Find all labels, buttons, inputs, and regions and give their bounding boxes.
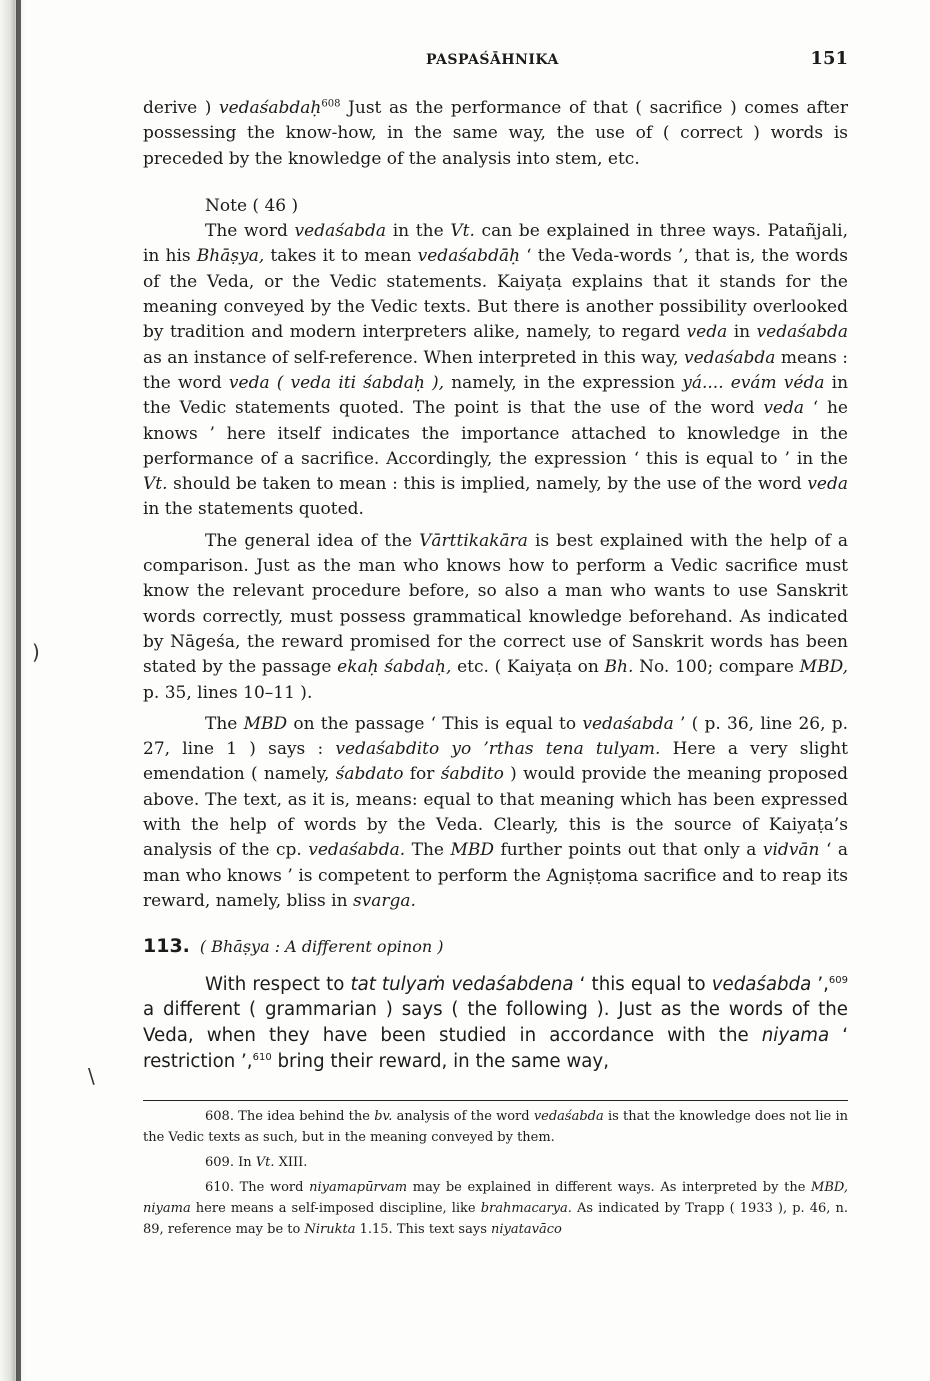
- paragraph-section-113: With respect to tat tulyaṁ vedaśabdena ‘ this equal to vedaśabda ’,$^{609}$ a different ( grammarian ) says ( the following ). Just as the words of the Veda, when they have been studied in accordance with the niyama ‘ restriction ’,$^{610}$ bring their reward, in the same way,: [143, 973, 848, 1072]
- footnotes: [143, 1106, 848, 1240]
- footnote-608: 608. The idea behind the bv. analysis of the word vedaśabda is that the knowledge does not lie in the Vedic texts as such, but in the meaning conveyed by them.: [143, 1109, 848, 1145]
- footnote-ref-608: 608: [321, 98, 341, 110]
- page-number: 151: [810, 48, 848, 69]
- paragraph-continuation: derive ) vedaśabdaḥ$^{608}$ Just as the performance of that ( sacrifice ) comes after possessing the know-how, in the same way, the use of ( correct ) words is preceded by the knowledge of the analysis into stem, etc.: [143, 98, 848, 169]
- main-text: [143, 96, 848, 1075]
- paragraph-mbd: The MBD on the passage ‘ This is equal to vedaśabda ’ ( p. 36, line 26, p. 27, line 1 ) says : vedaśabdito yo ’rthas tena tulyam. Here a very slight emendation ( namely, śabdato for śabdito ) would provide the meaning proposed above. The text, as it is, means: equal to that meaning which has been expressed with the help of words by the Veda. Clearly, this is the source of Kaiyaṭa’s analysis of the cp. vedaśabda. The MBD further points out that only a vidvān ‘ a man who knows ’ is competent to perform the Agniṣṭoma sacrifice and to reap its reward, namely, bliss in svarga.: [143, 713, 849, 911]
- footnote-ref-609: 609: [828, 974, 848, 986]
- book-gutter-edge: [16, 0, 21, 1381]
- section-number: 113.: [143, 935, 190, 958]
- margin-pencil-mark: ): [32, 640, 40, 664]
- footnote-610: 610. The word niyamapūrvam may be explained in different ways. As interpreted by the MBD, niyama here means a self-imposed discipline, like brahmacarya. As indicated by Trapp ( 1933 ), p. 46, n. 89, reference may be to Nirukta 1.15. This text says niyatavāco: [143, 1180, 848, 1237]
- footnote-divider: [143, 1100, 848, 1101]
- note-heading: Note ( 46 ): [205, 195, 299, 216]
- section-title: ( Bhāṣya : A different opinon ): [199, 937, 444, 957]
- section-heading-113: [143, 934, 848, 959]
- book-binding-shadow: [0, 0, 26, 1381]
- paragraph-comparison: The general idea of the Vārttikakāra is best explained with the help of a comparison. Just as the man who knows how to perform a Vedic sacrifice must know the relevant procedure before, so also a man who wants to use Sanskrit words correctly, must possess grammatical knowledge beforehand. As indicated by Nāgeśa, the reward promised for the correct use of Sanskrit words has been stated by the passage ekaḥ śabdaḥ, etc. ( Kaiyaṭa on Bh. No. 100; compare MBD, p. 35, lines 10–11 ).: [143, 530, 849, 703]
- margin-pencil-mark: \: [88, 1064, 95, 1088]
- footnote-609: 609. In Vt. XIII.: [205, 1155, 308, 1170]
- page-header: [143, 48, 848, 76]
- footnote-ref-610: 610: [252, 1051, 272, 1063]
- running-head: PASPAŚĀHNIKA: [426, 52, 559, 68]
- paragraph-note-46: The word vedaśabda in the Vt. can be explained in three ways. Patañjali, in his Bhāṣya, takes it to mean vedaśabdāḥ ‘ the Veda-words ’, that is, the words of the Veda, or the Vedic statements. Kaiyaṭa explains that it stands for the meaning conveyed by the Vedic texts. But there is another possibility overlooked by tradition and modern interpreters alike, namely, to regard veda in vedaśabda as an instance of self-reference. When interpreted in this way, vedaśabda means : the word veda ( veda iti śabdaḥ ), namely, in the expression yá.... evám véda in the Vedic statements quoted. The point is that the use of the word veda ‘ he knows ’ here itself indicates the importance attached to knowledge in the performance of a sacrifice. Accordingly, the expression ‘ this is equal to ’ in the Vt. should be taken to mean : this is implied, namely, by the use of the word veda in the statements quoted.: [143, 221, 849, 520]
